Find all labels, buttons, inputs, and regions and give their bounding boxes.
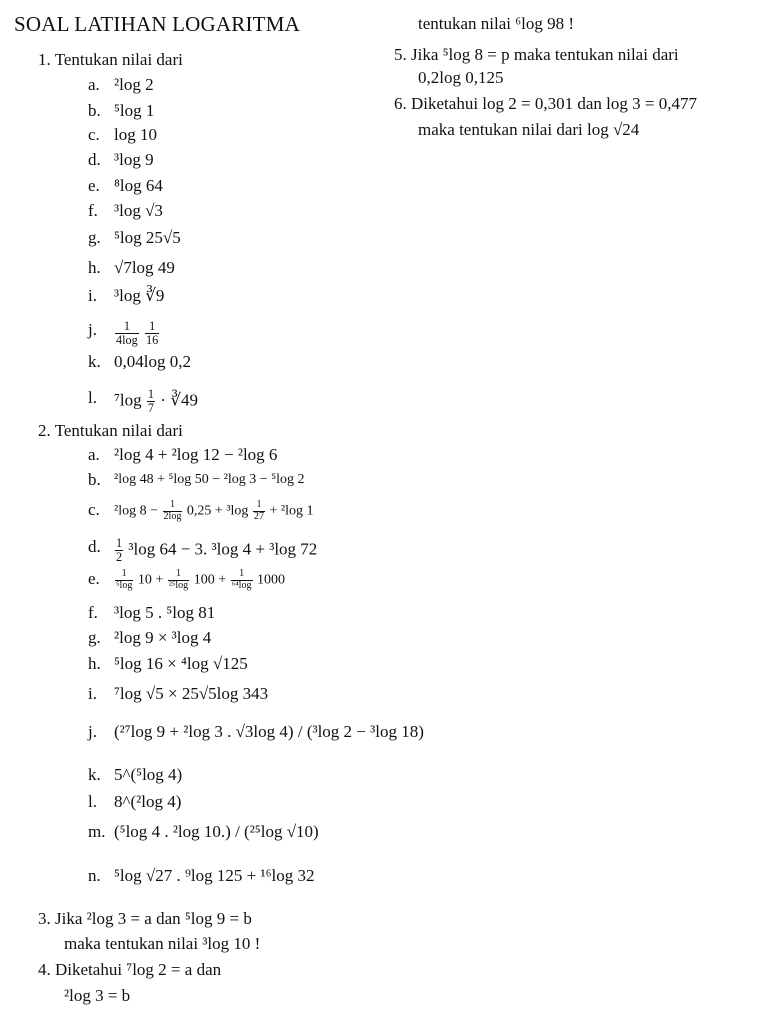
question-1-item-c-label: c.	[88, 125, 100, 144]
question-2-item-j-expression: (²⁷log 9 + ²log 3 . √3log 4) / (³log 2 − ³log 18)	[114, 722, 424, 741]
question-2-item-c-expression: ²log 8 − $\frac{1}{2\log}$ 0,25 + ³log $\frac{1}{27}$ + ²log 1	[114, 499, 314, 522]
question-2-item-g-expression: ²log 9 × ³log 4	[114, 628, 212, 647]
question-1-item-i-label: i.	[88, 286, 97, 305]
question-1-item-l-label: l.	[88, 388, 97, 407]
question-1-item-f-expression: ³log √3	[114, 201, 163, 220]
question-1-item-b-expression: ⁵log 1	[114, 101, 155, 120]
question-3-line-2: maka tentukan nilai ³log 10 !	[64, 934, 261, 953]
question-2-item-b-label: b.	[88, 470, 101, 489]
question-1-item-f-label: f.	[88, 201, 98, 220]
question-2-item-f-expression: ³log 5 . ⁵log 81	[114, 603, 216, 622]
question-2-item-a-expression: ²log 4 + ²log 12 − ²log 6	[114, 445, 278, 464]
question-2-item-f-label: f.	[88, 603, 98, 622]
question-2-item-i-expression: ⁷log √5 × 25√5log 343	[114, 684, 269, 703]
question-3-line-1: 3. Jika ²log 3 = a dan ⁵log 9 = b	[38, 909, 252, 928]
question-2-item-k-expression: 5^(⁵log 4)	[114, 765, 183, 784]
question-1-item-j-expression: $\frac{1}{4\log}$ $\frac{1}{16}$	[116, 319, 159, 347]
question-2-item-h-expression: ⁵log 16 × ⁴log √125	[114, 654, 248, 673]
question-5-line-1: 5. Jika ⁵log 8 = p maka tentukan nilai dari	[394, 45, 679, 64]
question-2-item-l-expression: 8^(²log 4)	[114, 792, 182, 811]
question-4-line-2: ²log 3 = b	[64, 986, 131, 1005]
question-4-continuation: tentukan nilai ⁶log 98 !	[418, 14, 575, 33]
question-1-item-i-expression: ³log ∛9	[114, 286, 165, 305]
question-2-item-i-label: i.	[88, 684, 97, 703]
question-2-item-k-label: k.	[88, 765, 101, 784]
question-2-item-d-label: d.	[88, 537, 101, 556]
question-2-item-e-expression: $\frac{1}{\text{⁵log}}$ 10 + $\frac{1}{\text{²⁵log}}$ 100 + $\frac{1}{\text{⁶⁴log}}$ 1000	[116, 568, 286, 591]
question-1-item-d-label: d.	[88, 150, 101, 169]
question-1-item-e-expression: ⁸log 64	[114, 176, 163, 195]
question-1-item-g-label: g.	[88, 228, 101, 247]
question-2-item-e-label: e.	[88, 569, 100, 588]
question-2-item-n-label: n.	[88, 866, 101, 885]
question-2-item-d-expression: $\frac{1}{2}$ ³log 64 − 3. ³log 4 + ³log 72	[116, 536, 318, 564]
page-title: SOAL LATIHAN LOGARITMA	[14, 12, 300, 36]
question-2-item-m-expression: (⁵log 4 . ²log 10.) / (²⁵log √10)	[114, 822, 319, 841]
question-2-item-l-label: l.	[88, 792, 97, 811]
question-6-line-1: 6. Diketahui log 2 = 0,301 dan log 3 = 0,477	[394, 94, 697, 113]
question-1-prompt: 1. Tentukan nilai dari	[38, 50, 183, 69]
question-1-item-g-expression: ⁵log 25√5	[114, 228, 181, 247]
question-1-item-d-expression: ³log 9	[114, 150, 154, 169]
question-1-item-a-expression: ²log 2	[114, 75, 154, 94]
question-2-item-b-expression: ²log 48 + ⁵log 50 − ²log 3 − ⁵log 2	[114, 472, 305, 487]
question-1-item-a-label: a.	[88, 75, 100, 94]
question-2-item-a-label: a.	[88, 445, 100, 464]
question-4-line-1: 4. Diketahui ⁷log 2 = a dan	[38, 960, 222, 979]
question-6-line-2: maka tentukan nilai dari log √24	[418, 120, 640, 139]
question-1-item-h-label: h.	[88, 258, 101, 277]
question-1-item-c-expression: log 10	[114, 125, 157, 144]
question-2-item-m-label: m.	[88, 822, 106, 841]
question-1-item-h-expression: √7log 49	[114, 258, 175, 277]
question-1-item-k-expression: 0,04log 0,2	[114, 352, 191, 371]
question-2-item-g-label: g.	[88, 628, 101, 647]
question-1-item-b-label: b.	[88, 101, 101, 120]
question-1-item-k-label: k.	[88, 352, 101, 371]
question-1-item-j-label: j.	[88, 320, 97, 339]
question-2-item-h-label: h.	[88, 654, 101, 673]
question-5-line-2: 0,2log 0,125	[418, 68, 504, 87]
question-1-item-l-expression: ⁷log $\frac{1}{7}$ · ∛49	[114, 387, 199, 415]
question-2-item-c-label: c.	[88, 500, 100, 519]
question-1-item-e-label: e.	[88, 176, 100, 195]
question-2-item-n-expression: ⁵log √27 . ⁹log 125 + ¹⁶log 32	[114, 866, 315, 885]
question-2-prompt: 2. Tentukan nilai dari	[38, 421, 183, 440]
question-2-item-j-label: j.	[88, 722, 97, 741]
